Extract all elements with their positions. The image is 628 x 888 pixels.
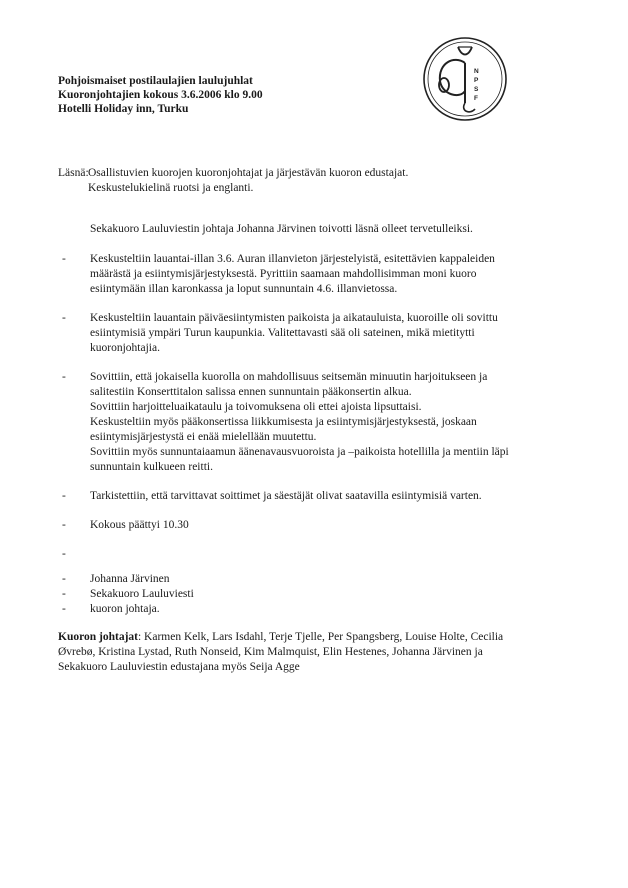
list-item-line: Keskusteltiin lauantai-illan 3.6. Auran illanvieton järjestelyistä, esitettävien kappaleiden bbox=[90, 253, 495, 265]
list-item bbox=[58, 252, 558, 297]
list-item-line: Tarkistettiin, että tarvittavat soittimet ja säestäjät olivat saatavilla esiintymisiä varten. bbox=[90, 490, 482, 502]
list-item bbox=[58, 311, 558, 356]
attendance-line-2: Keskustelukielinä ruotsi ja englanti. bbox=[88, 182, 254, 194]
post-horn-emblem-icon bbox=[420, 33, 510, 125]
list-item-line: kuoronjohtajia. bbox=[90, 342, 160, 354]
signature-line bbox=[58, 572, 194, 587]
list-item-line: Keskusteltiin lauantain päiväesiintymisten paikoista ja aikatauluista, kuoroille oli sovittu bbox=[90, 312, 498, 324]
header-line-3: Hotelli Holiday inn, Turku bbox=[58, 103, 189, 115]
attendance-section bbox=[58, 166, 408, 196]
list-item-line: esiintymisjärjestystä ei enää mielellään muutettu. bbox=[90, 431, 317, 443]
logo-letter-n: N bbox=[474, 68, 479, 75]
list-item bbox=[58, 547, 558, 562]
signature-text: Johanna Järvinen bbox=[90, 573, 170, 585]
attendance-line-1: Osallistuvien kuorojen kuoronjohtajat ja järjestävän kuoron edustajat. bbox=[88, 167, 409, 179]
choir-leaders-paragraph bbox=[58, 630, 558, 675]
leaders-label: Kuoron johtajat bbox=[58, 631, 138, 643]
signature-dash: - bbox=[62, 603, 66, 615]
signature-text: kuoron johtaja. bbox=[90, 603, 160, 615]
list-item-line: Kokous päättyi 10.30 bbox=[90, 519, 189, 531]
leaders-line-3: Sekakuoro Lauluviestin edustajana myös Seija Agge bbox=[58, 661, 300, 673]
list-dash: - bbox=[62, 371, 66, 383]
header-line-1: Pohjoismaiset postilaulajien laulujuhlat bbox=[58, 75, 253, 87]
intro-paragraph: Sekakuoro Lauluviestin johtaja Johanna Järvinen toivotti läsnä olleet tervetulleiksi. bbox=[90, 223, 473, 235]
list-item bbox=[58, 489, 558, 504]
list-item-line: esiintymään illan karonkassa ja loput sunnuntain 4.6. illanvietossa. bbox=[90, 283, 398, 295]
list-item-line: Sovittiin, että jokaisella kuorolla on mahdollisuus seitsemän minuutin harjoitukseen ja bbox=[90, 371, 488, 383]
signature-line bbox=[58, 602, 194, 617]
signature-dash: - bbox=[62, 573, 66, 585]
minutes-list bbox=[58, 252, 558, 576]
list-dash: - bbox=[62, 312, 66, 324]
list-dash: - bbox=[62, 490, 66, 502]
logo-letter-p: P bbox=[474, 77, 479, 84]
list-item-line: salitestiin Konserttitalon salissa ennen sunnuntain pääkonsertin alkua. bbox=[90, 386, 412, 398]
document-header bbox=[58, 74, 263, 116]
list-dash: - bbox=[62, 548, 66, 560]
header-line-2: Kuoronjohtajien kokous 3.6.2006 klo 9.00 bbox=[58, 89, 263, 101]
attendance-label: Läsnä: bbox=[58, 167, 89, 179]
signature-block bbox=[58, 572, 194, 617]
list-item bbox=[58, 370, 558, 475]
list-item-line: sunnuntain kulkueen reitti. bbox=[90, 461, 213, 473]
list-dash: - bbox=[62, 253, 66, 265]
leaders-line-2: Øvrebø, Kristina Lystad, Ruth Nonseid, Kim Malmquist, Elin Hestenes, Johanna Järvinen ja bbox=[58, 646, 483, 658]
logo-letter-f: F bbox=[474, 95, 478, 102]
signature-text: Sekakuoro Lauluviesti bbox=[90, 588, 194, 600]
list-item-line: Sovittiin myös sunnuntaiaamun äänenavausvuoroista ja –paikoista hotellilla ja mentiin läpi bbox=[90, 446, 509, 458]
list-item-line bbox=[90, 547, 93, 562]
list-item-line: Keskusteltiin myös pääkonsertissa liikkumisesta ja esiintymisjärjestyksestä, joskaan bbox=[90, 416, 477, 428]
list-item-line: esiintymisiä ympäri Turun kaupunkia. Valitettavasti sää oli sateinen, mikä mietitytti bbox=[90, 327, 475, 339]
list-item bbox=[58, 518, 558, 533]
list-dash: - bbox=[62, 519, 66, 531]
list-item-line: määrästä ja esiintymisjärjestyksestä. Pyrittiin saamaan mahdollisimman moni kuoro bbox=[90, 268, 477, 280]
signature-line bbox=[58, 587, 194, 602]
leaders-line-1: : Karmen Kelk, Lars Isdahl, Terje Tjelle, Per Spangsberg, Louise Holte, Cecilia bbox=[137, 631, 504, 643]
logo-letter-s: S bbox=[474, 86, 479, 93]
signature-dash: - bbox=[62, 588, 66, 600]
list-item-line: Sovittiin harjoitteluaikataulu ja toivomuksena oli ettei ajoista lipsuttaisi. bbox=[90, 401, 422, 413]
